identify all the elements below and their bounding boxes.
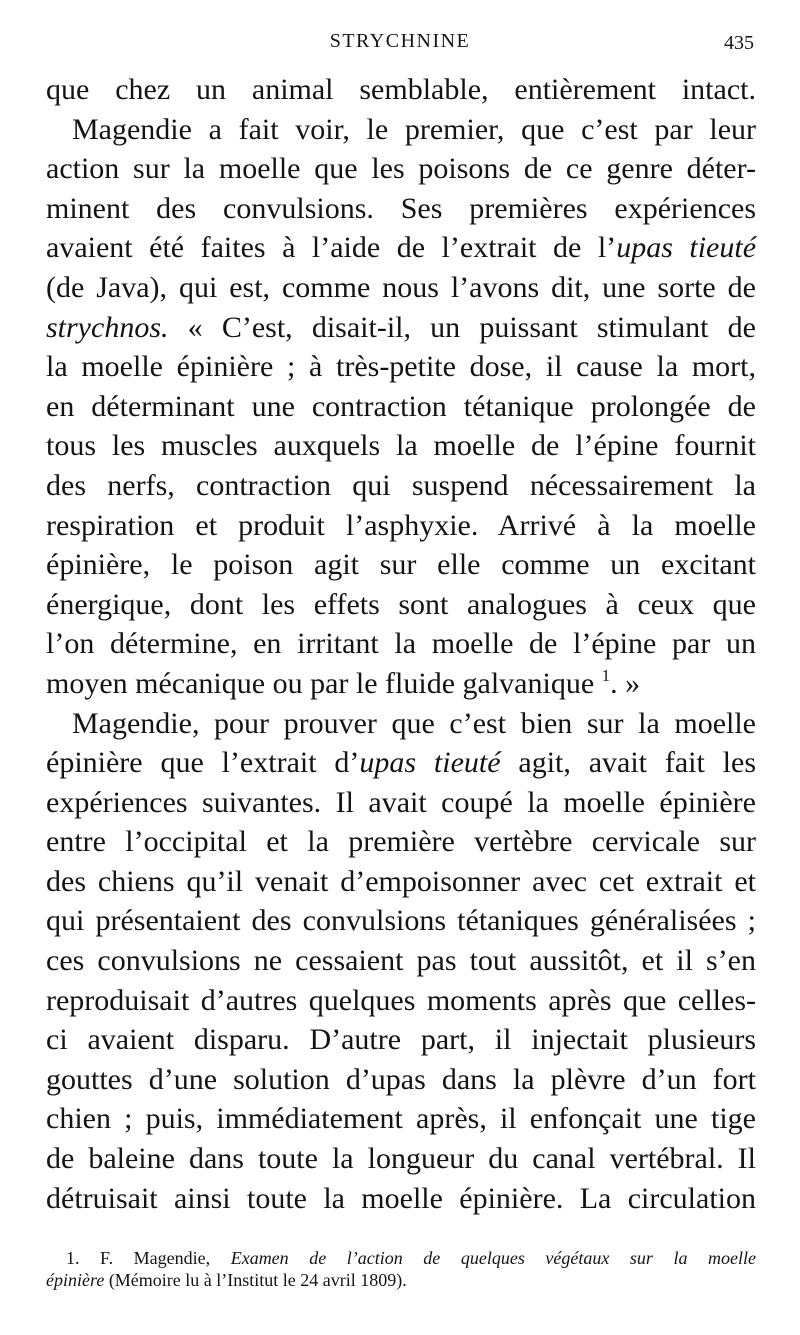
text-line: qui présentaient des convulsions tétaniques généralisées ; [46, 904, 756, 938]
text-line: respiration et produit l’asphyxie. Arrivé à la moelle [46, 508, 756, 542]
text-line: (de Java), qui est, comme nous l’avons dit, une sorte de [46, 270, 756, 304]
text-line: détruisait ainsi toute la moelle épinière. La circulation [46, 1181, 756, 1215]
running-title: STRYCHNINE [329, 30, 471, 52]
text-run: avaient été faites à l’aide de l’extrait de l’ [46, 231, 617, 265]
text-line: l’on détermine, en irritant la moelle de l’épine par un [46, 627, 756, 661]
footnote-line [46, 1247, 756, 1269]
text-line: que chez un animal semblable, entièrement intact. [46, 73, 756, 106]
running-head [0, 30, 800, 60]
text-line: de baleine dans toute la longueur du canal vertébral. Il [46, 1142, 756, 1176]
text-line: chien ; puis, immédiatement après, il enfonçait une tige [46, 1102, 756, 1136]
page-number: 435 [724, 32, 754, 54]
text-line: Magendie, pour prouver que c’est bien sur la moelle [72, 706, 756, 740]
italic-term: upas tieuté [359, 746, 501, 780]
text-line [46, 664, 756, 704]
footnote-title: Examen de l’action de quelques végétaux sur la moelle [230, 1248, 756, 1268]
text-line: expériences suivantes. Il avait coupé la moelle épinière [46, 785, 756, 819]
text-line: Magendie a fait voir, le premier, que c’est par leur [72, 112, 756, 146]
footnote-citation: (Mémoire lu à l’Institut le 24 avril 1809). [104, 1270, 407, 1290]
text-line: la moelle épinière ; à très-petite dose, il cause la mort, [46, 350, 756, 384]
text-run: épinière que l’extrait d’ [46, 746, 360, 780]
italic-term: upas tieuté [616, 231, 757, 265]
text-line: reproduisait d’autres quelques moments après que celles- [46, 983, 756, 1017]
text-line [46, 228, 756, 268]
text-line: épinière, le poison agit sur elle comme un excitant [46, 548, 756, 582]
text-line: énergique, dont les effets sont analogues à ceux que [46, 587, 756, 621]
body-text [46, 70, 756, 1218]
text-line [46, 308, 756, 348]
text-line: ces convulsions ne cessaient pas tout aussitôt, et il s’en [46, 944, 756, 978]
text-line: en déterminant une contraction tétanique prolongée de [46, 389, 756, 423]
text-run: . » [610, 666, 641, 700]
text-line: tous les muscles auxquels la moelle de l’épine fournit [46, 429, 756, 463]
text-line [46, 743, 756, 783]
text-line: des nerfs, contraction qui suspend nécessairement la [46, 468, 756, 502]
footnote-line [46, 1269, 756, 1291]
footnote-citation: 1. F. Magendie, [66, 1248, 231, 1268]
text-line: gouttes d’une solution d’upas dans la plèvre d’un fort [46, 1062, 756, 1096]
footnote-title: épinière [46, 1270, 105, 1290]
footnote [46, 1247, 756, 1291]
italic-term: strychnos. [46, 310, 169, 344]
text-run: agit, avait fait les [500, 746, 756, 780]
footnote-reference: 1 [601, 665, 611, 685]
text-line: action sur la moelle que les poisons de ce genre déter- [46, 152, 756, 186]
text-run: moyen mécanique ou par le fluide galvanique [46, 666, 602, 700]
text-line: ci avaient disparu. D’autre part, il injectait plusieurs [46, 1023, 756, 1057]
text-line: minent des convulsions. Ses premières expériences [46, 191, 756, 225]
text-line: entre l’occipital et la première vertèbre cervicale sur [46, 825, 756, 859]
text-run: « C’est, disait-il, un puissant stimulant de [168, 310, 756, 344]
text-line: des chiens qu’il venait d’empoisonner avec cet extrait et [46, 864, 756, 898]
